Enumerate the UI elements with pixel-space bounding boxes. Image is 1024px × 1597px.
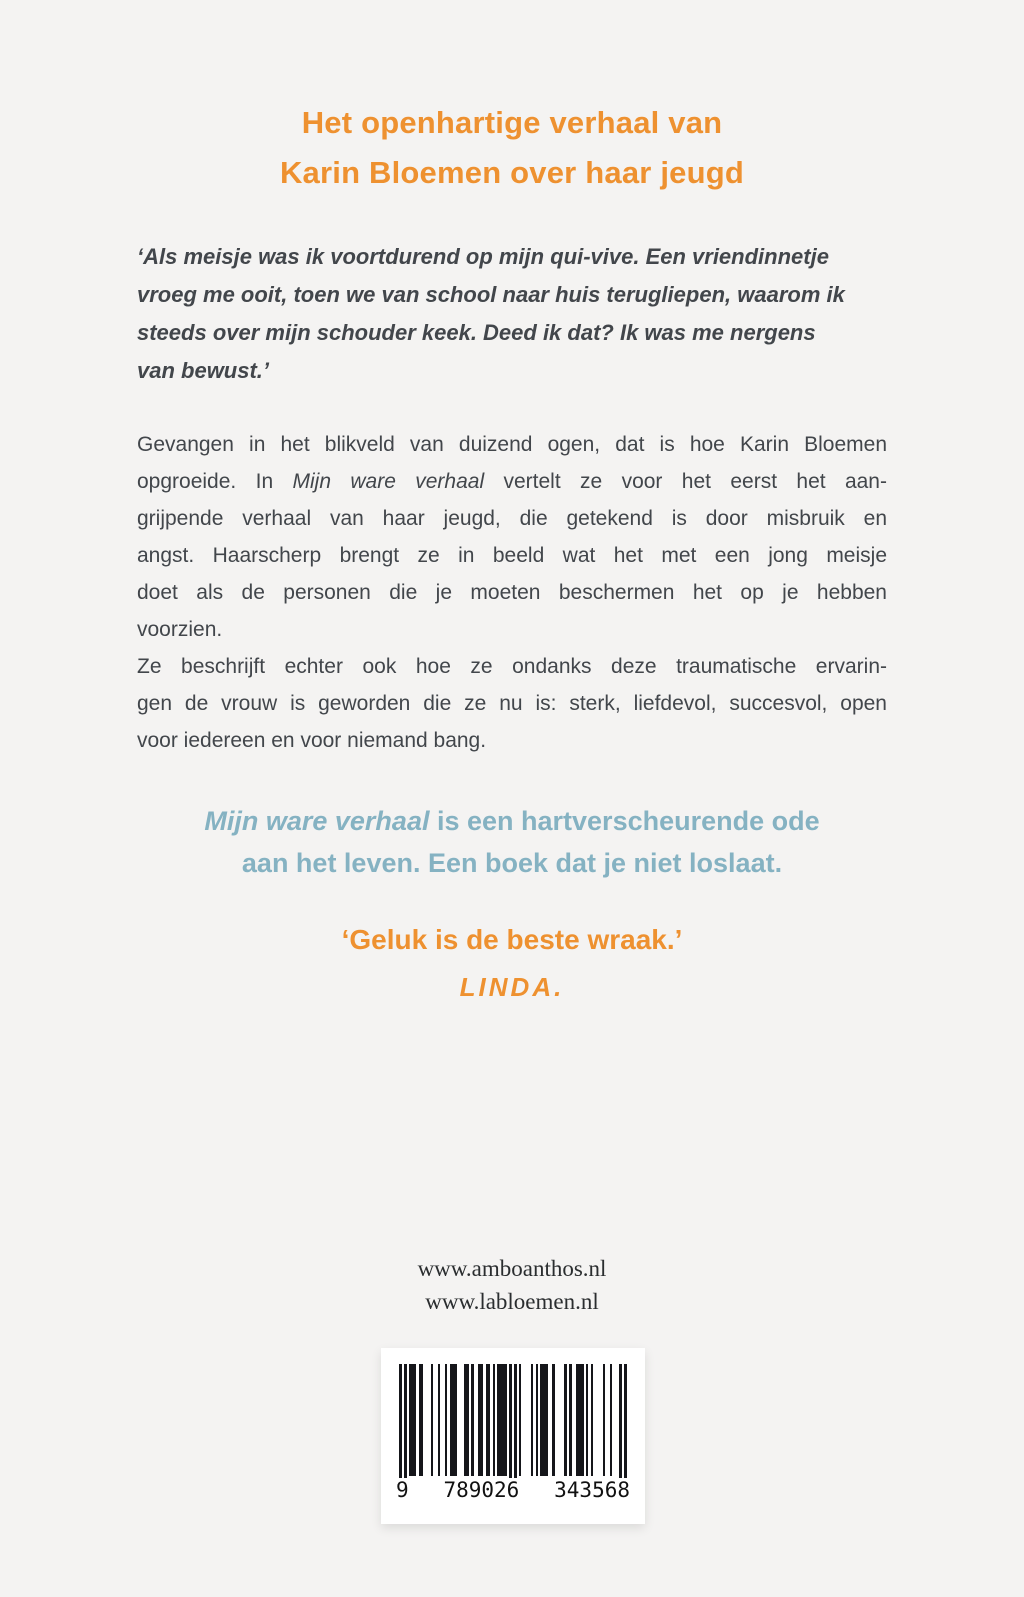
- book-title-inline: Mijn ware verhaal: [204, 806, 430, 836]
- endorsement-line-2: aan het leven. Een boek dat je niet loslaat.: [241, 848, 783, 878]
- isbn-group-2: 343568: [554, 1478, 630, 1502]
- lead-quote-line: steeds over mijn schouder keek. Deed ik dat? Ik was me nergens: [137, 320, 816, 345]
- synopsis-text: opgroeide. In: [137, 470, 293, 493]
- synopsis: [137, 426, 887, 759]
- isbn-number: [395, 1478, 631, 1502]
- endorsement-quote: [0, 800, 1024, 884]
- endorsement-line-1: [0, 800, 1024, 842]
- synopsis-line: doet als de personen die je moeten beschermen het op je hebben: [137, 581, 887, 604]
- synopsis-line: voorzien.: [137, 618, 223, 641]
- isbn-group-1: 789026: [443, 1478, 520, 1502]
- endorsement-text: is een hartverscheurende ode: [429, 806, 820, 836]
- press-quote: [0, 922, 1024, 1003]
- publisher-urls: [0, 1252, 1024, 1318]
- lead-quote-line: van bewust.’: [137, 358, 270, 383]
- synopsis-line: gen de vrouw is geworden die ze nu is: sterk, liefdevol, succesvol, open: [137, 692, 887, 715]
- headline: [0, 98, 1024, 198]
- synopsis-line: grijpende verhaal van haar jeugd, die getekend is door misbruik en: [137, 507, 887, 530]
- synopsis-line: Gevangen in het blikveld van duizend ogen, dat is hoe Karin Bloemen: [137, 433, 887, 456]
- book-title-inline: Mijn ware verhaal: [292, 470, 485, 493]
- lead-quote: [137, 238, 887, 390]
- synopsis-line: Ze beschrijft echter ook hoe ze ondanks deze traumatische ervarin-: [137, 655, 887, 678]
- headline-line-1: Het openhartige verhaal van: [301, 105, 723, 140]
- lead-quote-line: ‘Als meisje was ik voortdurend op mijn qui-vive. Een vriendinnetje: [137, 244, 829, 269]
- lead-quote-line: vroeg me ooit, toen we van school naar huis terugliepen, waarom ik: [137, 282, 845, 307]
- press-quote-text: ‘Geluk is de beste wraak.’: [341, 924, 683, 955]
- barcode-bar: [624, 1364, 626, 1490]
- synopsis-line: voor iedereen en voor niemand bang.: [137, 729, 487, 752]
- synopsis-text: vertelt ze voor het eerst het aan-: [484, 470, 887, 493]
- barcode-bars: [399, 1364, 626, 1490]
- press-quote-source: LINDA.: [459, 972, 565, 1002]
- synopsis-line: angst. Haarscherp brengt ze in beeld wat het met een jong meisje: [137, 544, 887, 567]
- headline-line-2: Karin Bloemen over haar jeugd: [279, 155, 745, 190]
- publisher-url-amboanthos: www.amboanthos.nl: [417, 1256, 607, 1281]
- barcode-panel: [381, 1348, 645, 1524]
- publisher-url-labloemen: www.labloemen.nl: [425, 1289, 599, 1314]
- synopsis-line: [137, 463, 887, 500]
- isbn-check-digit: 9: [396, 1478, 409, 1502]
